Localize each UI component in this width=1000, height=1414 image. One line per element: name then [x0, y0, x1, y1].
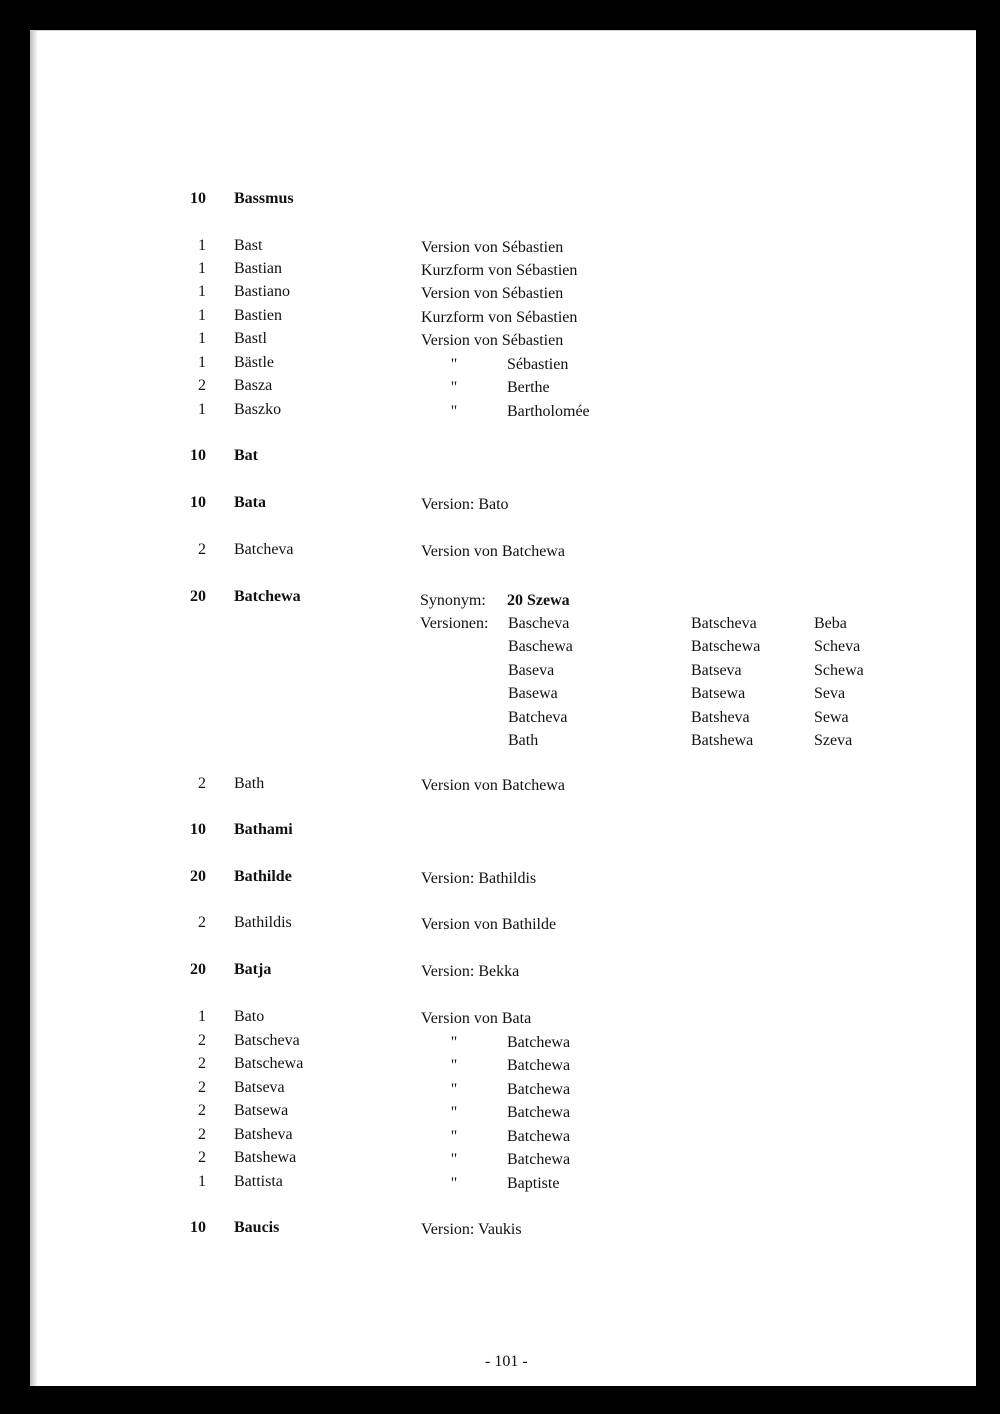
entry-number: 1 — [198, 1008, 206, 1025]
page-number: - 101 - — [485, 1353, 528, 1370]
entry-number: 1 — [198, 237, 206, 254]
entry-name: Bato — [234, 1008, 265, 1025]
entry-name: Bathami — [234, 821, 293, 838]
entry-number: 2 — [198, 1102, 206, 1119]
entry-description: Kurzform von Sébastien — [421, 309, 578, 326]
entry-name: Bastiano — [234, 283, 290, 300]
ditto-mark: " — [450, 403, 458, 420]
entry-number: 20 — [190, 868, 206, 885]
version-name: Batschewa — [691, 638, 761, 656]
entry-name: Batscheva — [234, 1032, 300, 1049]
entry-description: Version: Bato — [421, 496, 509, 513]
entry-number: 1 — [198, 401, 206, 418]
version-name: Batseva — [691, 661, 742, 679]
version-name: Baschewa — [508, 638, 573, 656]
entry-description: Version von Batchewa — [421, 777, 565, 794]
entry-number: 2 — [198, 914, 206, 931]
entry-name: Bästle — [234, 354, 274, 371]
entry-reference: Batchewa — [507, 1151, 571, 1168]
entry-name: Bath — [234, 775, 265, 792]
entry-name: Bastl — [234, 330, 267, 347]
synonym-label: Synonym: — [420, 592, 486, 609]
entry-number: 1 — [198, 354, 206, 371]
version-name: Schewa — [814, 661, 864, 679]
entry-number: 2 — [198, 541, 206, 558]
entry-name: Bastian — [234, 260, 282, 277]
entry-number: 1 — [198, 260, 206, 277]
version-name: Seva — [814, 685, 846, 703]
entry-reference: Baptiste — [507, 1175, 560, 1192]
synonym-value: 20 Szewa — [507, 592, 570, 609]
entry-number: 2 — [198, 1055, 206, 1072]
entry-name: Bathilde — [234, 868, 292, 885]
version-name: Bascheva — [508, 615, 570, 632]
entry-name: Batshewa — [234, 1149, 297, 1166]
entry-description: Version von Bata — [421, 1010, 532, 1027]
entry-name: Basza — [234, 377, 273, 394]
entry-reference: Sébastien — [507, 356, 569, 373]
version-name: Bath — [508, 732, 539, 749]
ditto-mark: " — [450, 1057, 458, 1074]
ditto-mark: " — [450, 1104, 458, 1121]
entry-reference: Batchewa — [507, 1104, 571, 1121]
entry-name: Bast — [234, 237, 263, 254]
entry-name: Batsewa — [234, 1102, 289, 1119]
entry-name: Batseva — [234, 1079, 285, 1096]
entry-number: 10 — [190, 447, 206, 464]
entry-description: Version: Bekka — [421, 963, 520, 980]
version-name: Batsheva — [691, 708, 750, 726]
version-name: Batsewa — [691, 685, 746, 703]
entry-description: Version von Batchewa — [421, 543, 565, 560]
version-name: Szeva — [814, 732, 853, 749]
entry-reference: Batchewa — [507, 1081, 571, 1098]
entry-reference: Batchewa — [507, 1057, 571, 1074]
entry-number: 1 — [198, 1173, 206, 1190]
entry-name: Batja — [234, 961, 272, 978]
entry-number: 2 — [198, 1126, 206, 1143]
version-name: Basewa — [508, 685, 558, 703]
entry-reference: Batchewa — [507, 1034, 571, 1051]
entry-name: Batsheva — [234, 1126, 293, 1143]
entry-name: Bastien — [234, 307, 282, 324]
entry-number: 10 — [190, 1219, 206, 1236]
version-name: Sewa — [814, 708, 849, 726]
entry-name: Baucis — [234, 1219, 280, 1236]
entry-name: Baszko — [234, 401, 282, 418]
entry-name: Bat — [234, 447, 258, 464]
version-name: Batcheva — [508, 708, 568, 726]
entry-name: Batchewa — [234, 588, 301, 605]
entry-description: Version von Sébastien — [421, 332, 564, 349]
version-name: Scheva — [814, 638, 861, 656]
version-name: Beba — [814, 615, 847, 632]
entry-reference: Batchewa — [507, 1128, 571, 1145]
entry-reference: Berthe — [507, 379, 550, 396]
entry-number: 2 — [198, 1032, 206, 1049]
entry-description: Version: Vaukis — [421, 1221, 522, 1238]
entry-number: 10 — [190, 190, 206, 207]
ditto-mark: " — [450, 379, 458, 396]
entry-number: 10 — [190, 821, 206, 838]
entry-number: 2 — [198, 1079, 206, 1096]
version-name: Batscheva — [691, 615, 757, 632]
entry-number: 2 — [198, 1149, 206, 1166]
document-page — [30, 30, 976, 1386]
entry-name: Batcheva — [234, 541, 294, 558]
entry-name: Bathildis — [234, 914, 292, 931]
entry-number: 20 — [190, 961, 206, 978]
ditto-mark: " — [450, 1128, 458, 1145]
entry-name: Batschewa — [234, 1055, 304, 1072]
entry-description: Version von Sébastien — [421, 285, 564, 302]
entry-number: 1 — [198, 330, 206, 347]
entry-number: 1 — [198, 283, 206, 300]
ditto-mark: " — [450, 1081, 458, 1098]
entry-reference: Bartholomée — [507, 403, 590, 420]
entry-number: 20 — [190, 588, 206, 605]
entry-number: 10 — [190, 494, 206, 511]
entry-name: Battista — [234, 1173, 283, 1190]
entry-number: 2 — [198, 775, 206, 792]
version-name: Batshewa — [691, 732, 754, 749]
ditto-mark: " — [450, 1175, 458, 1192]
entry-name: Bata — [234, 494, 266, 511]
version-name: Baseva — [508, 661, 555, 679]
entry-number: 1 — [198, 307, 206, 324]
entry-description: Kurzform von Sébastien — [421, 262, 578, 279]
ditto-mark: " — [450, 1034, 458, 1051]
ditto-mark: " — [450, 356, 458, 373]
entry-name: Bassmus — [234, 190, 294, 207]
versions-label: Versionen: — [420, 615, 489, 632]
spine-shadow — [30, 30, 38, 1386]
entry-description: Version von Bathilde — [421, 916, 557, 933]
entry-description: Version: Bathildis — [421, 870, 537, 887]
ditto-mark: " — [450, 1151, 458, 1168]
entry-description: Version von Sébastien — [421, 239, 564, 256]
entry-number: 2 — [198, 377, 206, 394]
